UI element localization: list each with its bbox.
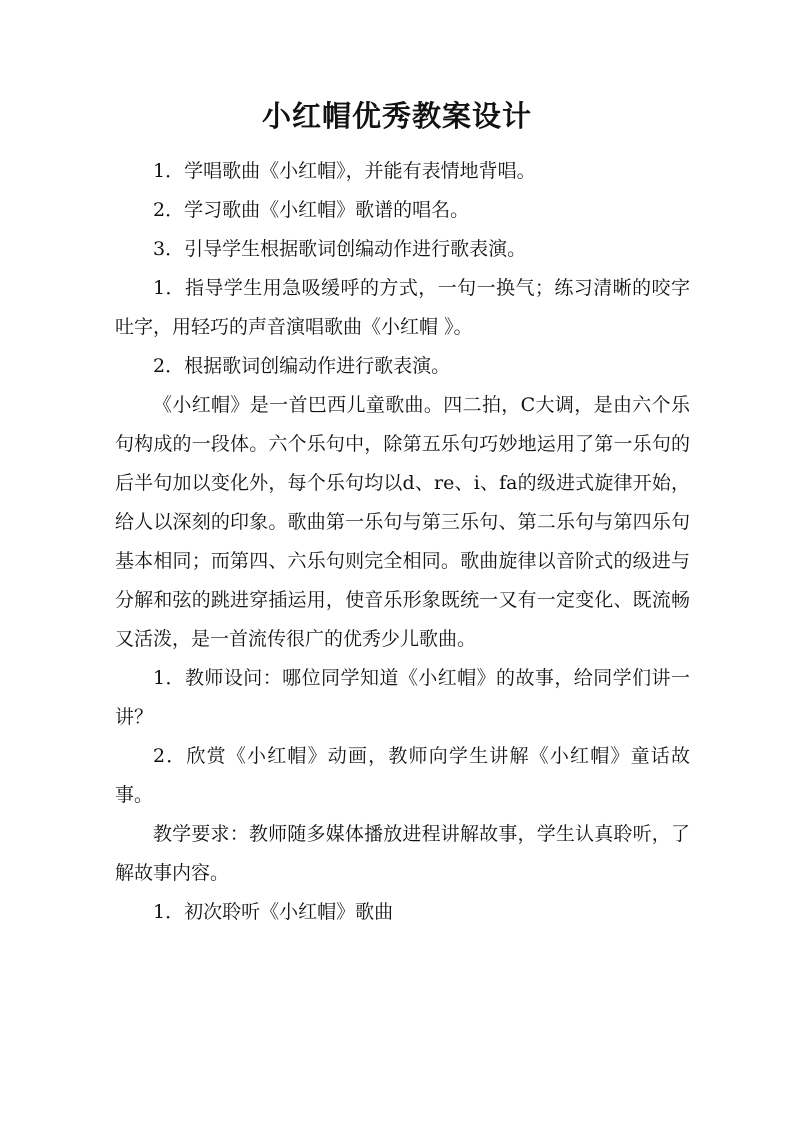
paragraph: 2．学习歌曲《小红帽》歌谱的唱名。 — [153, 199, 470, 221]
paragraph: 3．引导学生根据歌词创编动作进行歌表演。 — [153, 238, 527, 260]
document-title: 小红帽优秀教案设计 — [261, 99, 532, 133]
paragraph: 《小红帽》是一首巴西儿童歌曲。四二拍，C大调，是由六个乐句构成的一段体。六个乐句中，除第五乐句巧妙地运用了第一乐句的后半句加以变化外，每个乐句均以d、re、i、fa的级进式旋律开始，给人以深刻的印象。歌曲第一乐句与第三乐句、第二乐句与第四乐句基本相同；而第四、六乐句则完全相同。歌曲旋律以音阶式的级进与分解和弦的跳进穿插运用，使音乐形象既统一又有一定变化、既流畅又活泼，是一首流传很广的优秀少儿歌曲。 — [115, 394, 690, 650]
paragraph: 2．欣赏《小红帽》动画，教师向学生讲解《小红帽》童话故事。 — [115, 745, 690, 806]
document-body — [115, 152, 690, 932]
paragraph: 1．学唱歌曲《小红帽》，并能有表情地背唱。 — [153, 160, 536, 182]
paragraph: 1．教师设问：哪位同学知道《小红帽》的故事，给同学们讲一讲？ — [115, 667, 690, 728]
paragraph: 1．初次聆听《小红帽》歌曲 — [153, 901, 394, 923]
paragraph: 教学要求：教师随多媒体播放进程讲解故事，学生认真聆听，了解故事内容。 — [115, 823, 690, 884]
paragraph: 2．根据歌词创编动作进行歌表演。 — [153, 355, 451, 377]
paragraph: 1．指导学生用急吸缓呼的方式，一句一换气；练习清晰的咬字吐字，用轻巧的声音演唱歌曲《小红帽 》。 — [115, 277, 690, 338]
